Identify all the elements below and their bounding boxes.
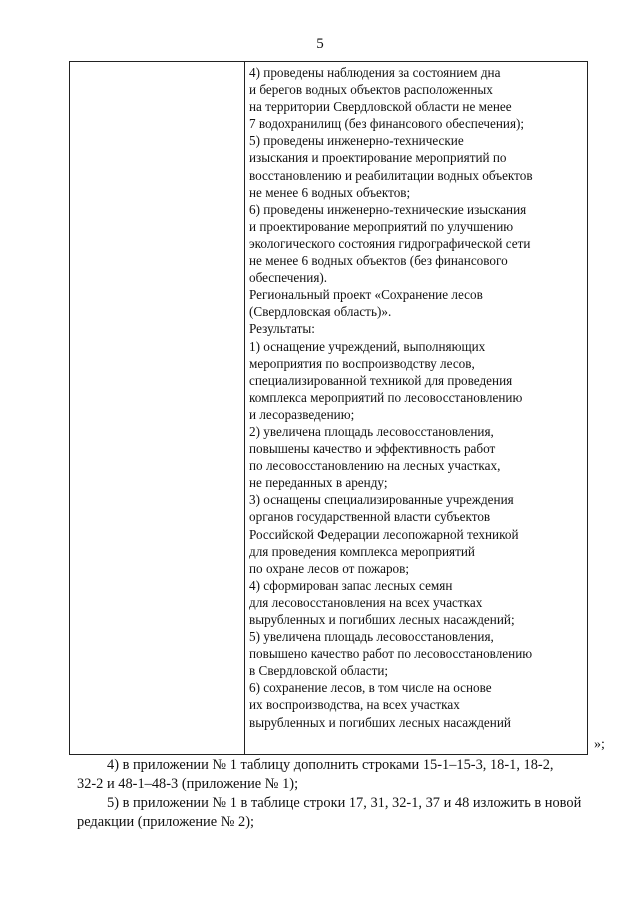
table-line: комплекса мероприятий по лесовосстановлению [249,389,523,405]
paragraph-item-4 [77,756,612,794]
paragraph-line: 32-2 и 48-1–48-3 (приложение № 1); [77,776,299,792]
table-line: 7 водохранилищ (без финансового обеспечения); [249,116,525,132]
table-line: повышены качество и эффективность работ [249,441,496,457]
table-line: не менее 6 водных объектов; [249,184,411,200]
table-line: 6) сохранение лесов, в том числе на основе [249,680,492,696]
table-line: 1) оснащение учреждений, выполняющих [249,338,486,354]
table-line: в Свердловской области; [249,663,389,679]
table-line: и берегов водных объектов расположенных [249,82,493,98]
table-line: (Свердловская область)». [249,304,392,320]
table-line: 4) сформирован запас лесных семян [249,577,453,593]
table-line: на территории Свердловской области не менее [249,99,512,115]
table-line: Региональный проект «Сохранение лесов [249,287,483,303]
table-line: вырубленных и погибших лесных насаждений; [249,612,515,627]
paragraph-item-5 [77,794,612,832]
table-line: экологического состояния гидрографической сети [249,235,531,251]
table-line: не менее 6 водных объектов (без финансового [249,253,508,269]
table-line: специализированной техникой для проведения [249,372,513,388]
table-line: повышено качество работ по лесовосстановлению [249,646,533,662]
table-cell-left-empty [70,62,244,754]
table-line: Российской Федерации лесопожарной техникой [249,526,519,542]
closing-quote: »; [594,737,605,752]
table-line: вырубленных и погибших лесных насаждений [249,714,511,730]
table-line: и лесоразведению; [249,406,355,422]
table-line: 5) проведены инженерно-технические [249,133,464,149]
document-table [69,61,588,755]
table-line: мероприятия по воспроизводству лесов, [249,355,475,371]
table-line: для лесовосстановления на всех участках [249,594,483,610]
page-number: 5 [316,36,324,52]
table-line: их воспроизводства, на всех участках [249,697,460,713]
table-line: 3) оснащены специализированные учреждения [249,492,514,508]
table-line: и проектирование мероприятий по улучшению [249,218,514,234]
table-line: 2) увеличена площадь лесовосстановления, [249,423,494,439]
table-line: для проведения комплекса мероприятий [249,543,475,559]
table-column-divider [244,62,245,754]
table-line: по охране лесов от пожаров; [249,560,410,576]
table-line: 6) проведены инженерно-технические изыскания [249,201,527,217]
paragraph-line: редакции (приложение № 2); [77,814,255,830]
table-cell-right [249,64,585,731]
table-line: 5) увеличена площадь лесовосстановления, [249,629,494,645]
table-line: изыскания и проектирование мероприятий по [249,150,507,166]
table-line: восстановлению и реабилитации водных объектов [249,167,533,183]
table-line: обеспечения). [249,270,328,286]
table-line: 4) проведены наблюдения за состоянием дна [249,65,501,80]
table-line: не переданных в аренду; [249,475,388,491]
table-line: по лесовосстановлению на лесных участках, [249,458,501,474]
paragraph-line: 4) в приложении № 1 таблицу дополнить строками 15-1–15-3, 18-1, 18-2, [107,757,554,773]
table-line: органов государственной власти субъектов [249,509,491,525]
paragraph-line: 5) в приложении № 1 в таблице строки 17, 31, 32-1, 37 и 48 изложить в новой [107,795,582,811]
table-line: Результаты: [249,321,315,337]
